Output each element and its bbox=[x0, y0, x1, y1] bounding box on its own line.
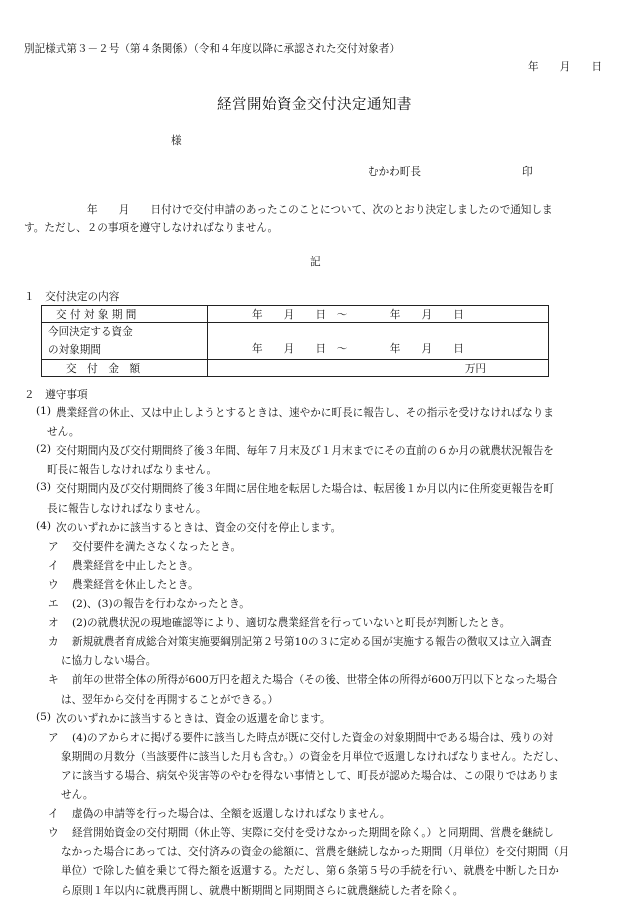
sub-item-text: (2)の就農状況の現地確認等により、適切な農業経営を行っていないと町長が判断したとき。 bbox=[72, 617, 511, 630]
table-value: 万円 bbox=[208, 360, 549, 377]
date-line: 年 月 日 bbox=[528, 61, 603, 73]
ki-mark: 記 bbox=[310, 256, 321, 268]
intro-line-2: す。ただし、２の事項を遵守しなければなりません。 bbox=[24, 222, 279, 234]
addressee: 様 bbox=[171, 135, 182, 147]
sub-item-text: 経営開始資金の交付期間（休止等、実際に交付を受けなかった期間を除く。）と同期間、営農を継続し bbox=[72, 827, 554, 840]
sub-item-text: 単位）で除した値を乗じて得た額を返還する。ただし、第６条第５号の手続を行い、就農を中断した日か bbox=[61, 865, 559, 878]
sub-item-number: キ bbox=[48, 674, 59, 687]
sub-item-text: 農業経営を休止したとき。 bbox=[72, 578, 199, 591]
sub-item-text: 前年の世帯全体の所得が600万円を超えた場合（その後、世帯全体の所得が600万円以下となった場合 bbox=[72, 674, 558, 687]
sub-item-text: に協力しない場合。 bbox=[61, 655, 157, 668]
item-text: 交付期間内及び交付期間終了後３年間に居住地を転居した場合は、転居後１か月以内に住所変更報告を町 bbox=[56, 483, 554, 496]
sub-item-number: エ bbox=[48, 598, 59, 610]
table-value: 年 月 日 ～ 年 月 日 bbox=[208, 323, 549, 360]
table-label: 交 付 金 額 bbox=[42, 360, 208, 377]
sub-item-text: ら原則１年以内に就農再開し、就農中断期間と同期間さらに就農継続した者を除く。 bbox=[61, 884, 464, 897]
table-row bbox=[42, 360, 549, 377]
item-text: せん。 bbox=[47, 426, 80, 439]
item-number: (4) bbox=[36, 519, 52, 532]
table-row bbox=[42, 306, 549, 323]
sub-item-number: カ bbox=[48, 636, 59, 649]
sub-item-number: ア bbox=[48, 731, 59, 744]
form-number: 別記様式第３－２号（第４条関係）（令和４年度以降に承認された交付対象者） bbox=[24, 43, 401, 55]
sub-item-number: ウ bbox=[48, 578, 59, 591]
sub-item-text: 虚偽の申請等を行った場合は、全額を返還しなければなりません。 bbox=[72, 808, 391, 821]
table-label: 今回決定する資金 bbox=[48, 326, 133, 338]
item-number: (3) bbox=[36, 481, 52, 494]
table-label: 交 付 対 象 期 間 bbox=[42, 306, 208, 323]
item-text: 長に報告しなければなりません。 bbox=[47, 502, 207, 515]
sub-item-text: 象期間の月数分（当該要件に該当した月も含む。）の資金を月単位で返還しなければなりません。ただし、 bbox=[61, 750, 565, 763]
sub-item-text: 交付要件を満たさなくなったとき。 bbox=[72, 540, 242, 553]
sub-item-text: (4)のアからオに掲げる要件に該当した時点が既に交付した資金の対象期間中である場合は、残りの対 bbox=[72, 731, 554, 744]
decision-table bbox=[41, 305, 549, 377]
sub-item-text: 新規就農者育成総合対策実施要綱別記第２号第10の３に定める国が実施する報告の徴収又は立入調査 bbox=[72, 636, 552, 649]
item-text: 町長に報告しなければなりません。 bbox=[47, 464, 218, 477]
section1-heading: １ 交付決定の内容 bbox=[24, 291, 120, 303]
sub-item-number: オ bbox=[48, 617, 59, 630]
sub-item-text: なかった場合にあっては、交付済みの資金の総額に、営農を継続しなかった期間（月単位）を交付期間（月 bbox=[61, 846, 570, 859]
intro-line-1: 年 月 日付けで交付申請のあったこのことについて、次のとおり決定しましたので通知しま bbox=[87, 204, 553, 216]
item-number: (2) bbox=[36, 443, 52, 456]
item-text: 交付期間内及び交付期間終了後３年間、毎年７月末及び１月末までにその直前の６か月の就農状況報告を bbox=[56, 445, 554, 458]
sub-item-number: イ bbox=[48, 808, 59, 821]
item-number: (1) bbox=[36, 405, 52, 417]
sub-item-number: イ bbox=[48, 559, 59, 572]
table-row bbox=[42, 323, 549, 360]
item-text: 農業経営の休止、又は中止しようとするときは、速やかに町長に報告し、その指示を受けなければなりま bbox=[56, 407, 554, 419]
sub-item-number: ア bbox=[48, 540, 59, 553]
section2-heading: ２ 遵守事項 bbox=[24, 389, 88, 401]
sub-item-text: は、翌年から交付を再開することができる。） bbox=[61, 693, 279, 706]
item-text: 次のいずれかに該当するときは、資金の交付を停止します。 bbox=[56, 521, 342, 534]
sub-item-text: 農業経営を中止したとき。 bbox=[72, 559, 199, 572]
table-label: の対象期間 bbox=[48, 344, 101, 356]
sub-item-text: せん。 bbox=[61, 789, 94, 801]
item-text: 次のいずれかに該当するときは、資金の返還を命じます。 bbox=[56, 712, 331, 725]
document-title: 経営開始資金交付決定通知書 bbox=[217, 97, 412, 113]
table-value: 年 月 日 ～ 年 月 日 bbox=[208, 306, 549, 323]
sub-item-text: アに該当する場合、病気や災害等のやむを得ない事情として、町長が認めた場合は、この限りではありま bbox=[61, 769, 559, 782]
sub-item-number: ウ bbox=[48, 827, 59, 840]
item-number: (5) bbox=[36, 710, 52, 723]
seal-mark: 印 bbox=[522, 166, 533, 178]
sub-item-text: (2)、(3)の報告を行わなかったとき。 bbox=[72, 598, 250, 610]
issuer: むかわ町長 bbox=[368, 166, 421, 178]
